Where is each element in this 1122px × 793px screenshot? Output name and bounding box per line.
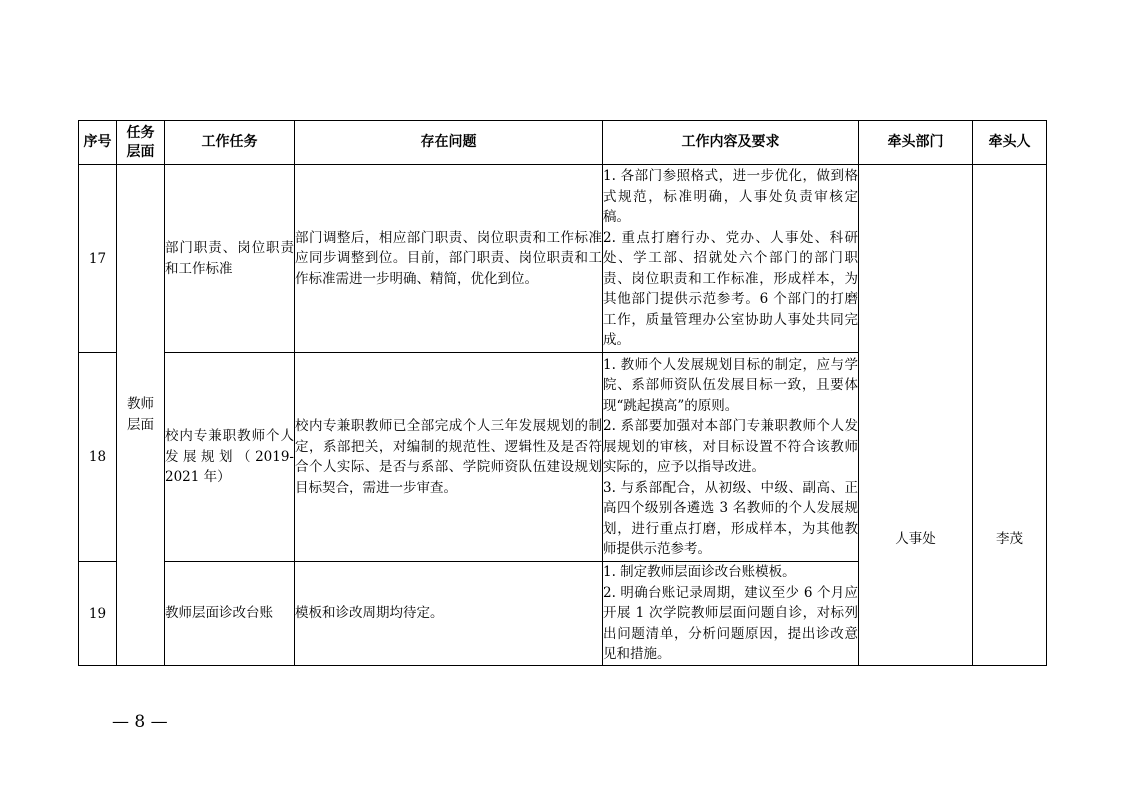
content-item: 1. 制定教师层面诊改台账模板。 [603,564,796,581]
header-task: 工作任务 [165,121,295,165]
lead-department-cell [859,165,973,666]
header-layer-line2: 层面 [126,143,155,160]
content-cell [603,562,859,666]
header-num: 序号 [79,121,117,165]
header-issue: 存在问题 [295,121,603,165]
content-item: 1. 教师个人发展规划目标的制定，应与学院、系部师资队伍发展目标一致，且要体现“跳起摸高”的原则。 [603,356,858,414]
header-person: 牵头人 [973,121,1047,165]
content-item: 2. 系部要加强对本部门专兼职教师个人发展规划的审核，对目标设置不符合该教师实际的，应予以指导改进。 [603,418,858,475]
header-layer-line1: 任务 [126,124,155,141]
task-layer-cell [117,165,165,666]
content-item: 1. 各部门参照格式，进一步优化，做到格式规范，标准明确，人事处负责审核定稿。 [603,168,858,226]
task-cell: 教师层面诊改台账 [165,562,295,666]
task-layer-line1: 教师 [127,396,154,412]
content-item: 3. 与系部配合，从初级、中级、副高、正高四个级别各遴选 3 名教师的个人发展规划，进行重点打磨，形成样本，为其他教师提供示范参考。 [603,479,858,557]
task-cell: 校内专兼职教师个人发展规划（2019-2021 年） [165,353,295,562]
content-item: 2. 重点打磨行办、党办、人事处、科研处、学工部、招就处六个部门的部门职责、岗位职责和工作标准，形成样本，为其他部门提供示范参考。6 个部门的打磨工作，质量管理办公室协助人事处共同完成。 [603,229,858,349]
header-content: 工作内容及要求 [603,121,859,165]
content-cell [603,165,859,353]
issue-cell: 部门调整后，相应部门职责、岗位职责和工作标准应同步调整到位。目前，部门职责、岗位职责和工作标准需进一步明确、精简，优化到位。 [295,165,603,353]
table-row [79,165,1047,353]
content-item: 2. 明确台账记录周期，建议至少 6 个月应开展 1 次学院教师层面问题自诊，对标列出问题清单，分析问题原因，提出诊改意见和措施。 [603,584,858,663]
issue-cell: 模板和诊改周期均待定。 [295,562,603,666]
task-layer-line2: 层面 [127,417,154,433]
row-number: 19 [79,562,117,666]
row-number: 18 [79,353,117,562]
lead-person-cell [973,165,1047,666]
lead-department: 人事处 [895,530,936,547]
content-cell [603,353,859,562]
work-plan-table [78,120,1047,666]
table-header-row [79,121,1047,165]
header-layer [117,121,165,165]
header-dept: 牵头部门 [859,121,973,165]
issue-cell: 校内专兼职教师已全部完成个人三年发展规划的制定，系部把关，对编制的规范性、逻辑性及是否符合个人实际、是否与系部、学院师资队伍建设规划目标契合，需进一步审查。 [295,353,603,562]
task-cell: 部门职责、岗位职责和工作标准 [165,165,295,353]
page-number: — 8 — [112,712,168,732]
lead-person: 李茂 [996,530,1023,547]
row-number: 17 [79,165,117,353]
